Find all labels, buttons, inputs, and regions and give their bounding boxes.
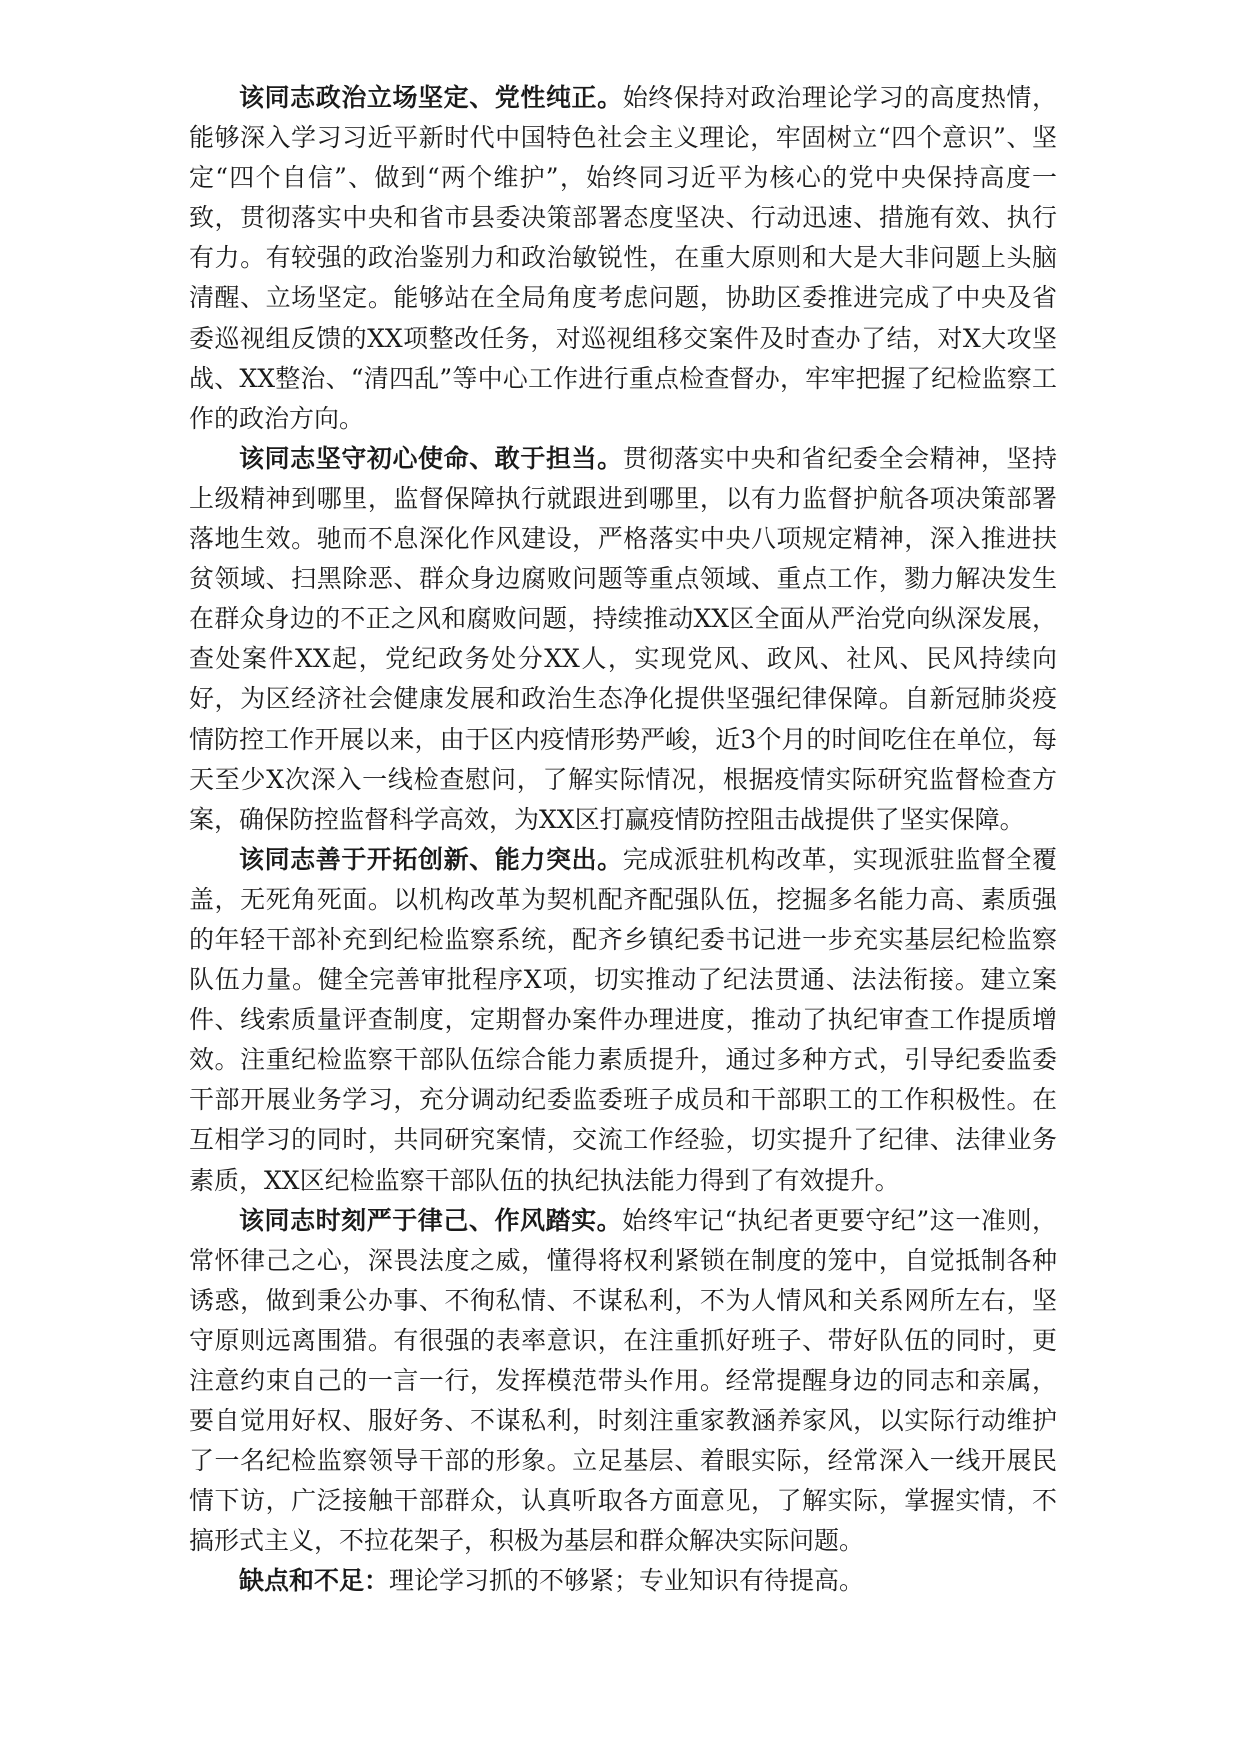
paragraph-heading: 缺点和不足： [239, 1566, 390, 1596]
paragraph-body: 完成派驻机构改革，实现派驻监督全覆盖，无死角死面。以机构改革为契机配齐配强队伍，挖掘多名能力高、素质强的年轻干部补充到纪检监察系统，配齐乡镇纪委书记进一步充实基层纪检监察队伍力量。健全完善审批程序X项，切实推动了纪法贯通、法法衔接。建立案件、线索质量评查制度，定期督办案件办理进度，推动了执纪审查工作提质增效。注重纪检监察干部队伍综合能力素质提升，通过多种方式，引导纪委监委干部开展业务学习，充分调动纪委监委班子成员和干部职工的工作积极性。在互相学习的同时，共同研究案情，交流工作经验，切实提升了纪律、法律业务素质，XX区纪检监察干部队伍的执纪执法能力得到了有效提升。 [189, 844, 1057, 1195]
paragraph-self-discipline [189, 1201, 1057, 1562]
paragraph-body: 始终保持对政治理论学习的高度热情，能够深入学习习近平新时代中国特色社会主义理论，牢固树立“四个意识”、坚定“四个自信”、做到“两个维护”，始终同习近平为核心的党中央保持高度一致，贯彻落实中央和省市县委决策部署态度坚决、行动迅速、措施有效、执行有力。有较强的政治鉴别力和政治敏锐性，在重大原则和大是大非问题上头脑清醒、立场坚定。能够站在全局角度考虑问题，协助区委推进完成了中央及省委巡视组反馈的XX项整改任务，对巡视组移交案件及时查办了结，对X大攻坚战、XX整治、“清四乱”等中心工作进行重点检查督办，牢牢把握了纪检监察工作的政治方向。 [189, 83, 1057, 433]
paragraph-shortcomings [189, 1561, 1057, 1601]
paragraph-heading: 该同志善于开拓创新、能力突出。 [239, 844, 623, 874]
paragraph-body: 贯彻落实中央和省纪委全会精神，坚持上级精神到哪里，监督保障执行就跟进到哪里，以有力监督护航各项决策部署落地生效。驰而不息深化作风建设，严格落实中央八项规定精神，深入推进扶贫领域、扫黑除恶、群众身边腐败问题等重点领域、重点工作，勠力解决发生在群众身边的不正之风和腐败问题，持续推动XX区全面从严治党向纵深发展，查处案件XX起，党纪政务处分XX人，实现党风、政风、社风、民风持续向好，为区经济社会健康发展和政治生态净化提供坚强纪律保障。自新冠肺炎疫情防控工作开展以来，由于区内疫情形势严峻，近3个月的时间吃住在单位，每天至少X次深入一线检查慰问，了解实际情况，根据疫情实际研究监督检查方案，确保防控监督科学高效，为XX区打赢疫情防控阻击战提供了坚实保障。 [189, 443, 1057, 834]
paragraph-mission [189, 439, 1057, 840]
paragraph-political-stance [189, 78, 1057, 439]
paragraph-heading: 该同志时刻严于律己、作风踏实。 [239, 1205, 623, 1235]
paragraph-body: 理论学习抓的不够紧；专业知识有待提高。 [389, 1566, 865, 1596]
paragraph-heading: 该同志坚守初心使命、敢于担当。 [239, 443, 623, 473]
document-page [189, 78, 1057, 1602]
paragraph-innovation [189, 840, 1057, 1201]
paragraph-body: 始终牢记“执纪者更要守纪”这一准则，常怀律己之心，深畏法度之威，懂得将权利紧锁在制度的笼中，自觉抵制各种诱惑，做到秉公办事、不徇私情、不谋私利，不为人情风和关系网所左右，坚守原则远离围猎。有很强的表率意识，在注重抓好班子、带好队伍的同时，更注意约束自己的一言一行，发挥模范带头作用。经常提醒身边的同志和亲属，要自觉用好权、服好务、不谋私利，时刻注重家教涵养家风，以实际行动维护了一名纪检监察领导干部的形象。立足基层、着眼实际，经常深入一线开展民情下访，广泛接触干部群众，认真听取各方面意见，了解实际，掌握实情，不搞形式主义，不拉花架子，积极为基层和群众解决实际问题。 [189, 1205, 1057, 1556]
paragraph-heading: 该同志政治立场坚定、党性纯正。 [239, 83, 623, 112]
